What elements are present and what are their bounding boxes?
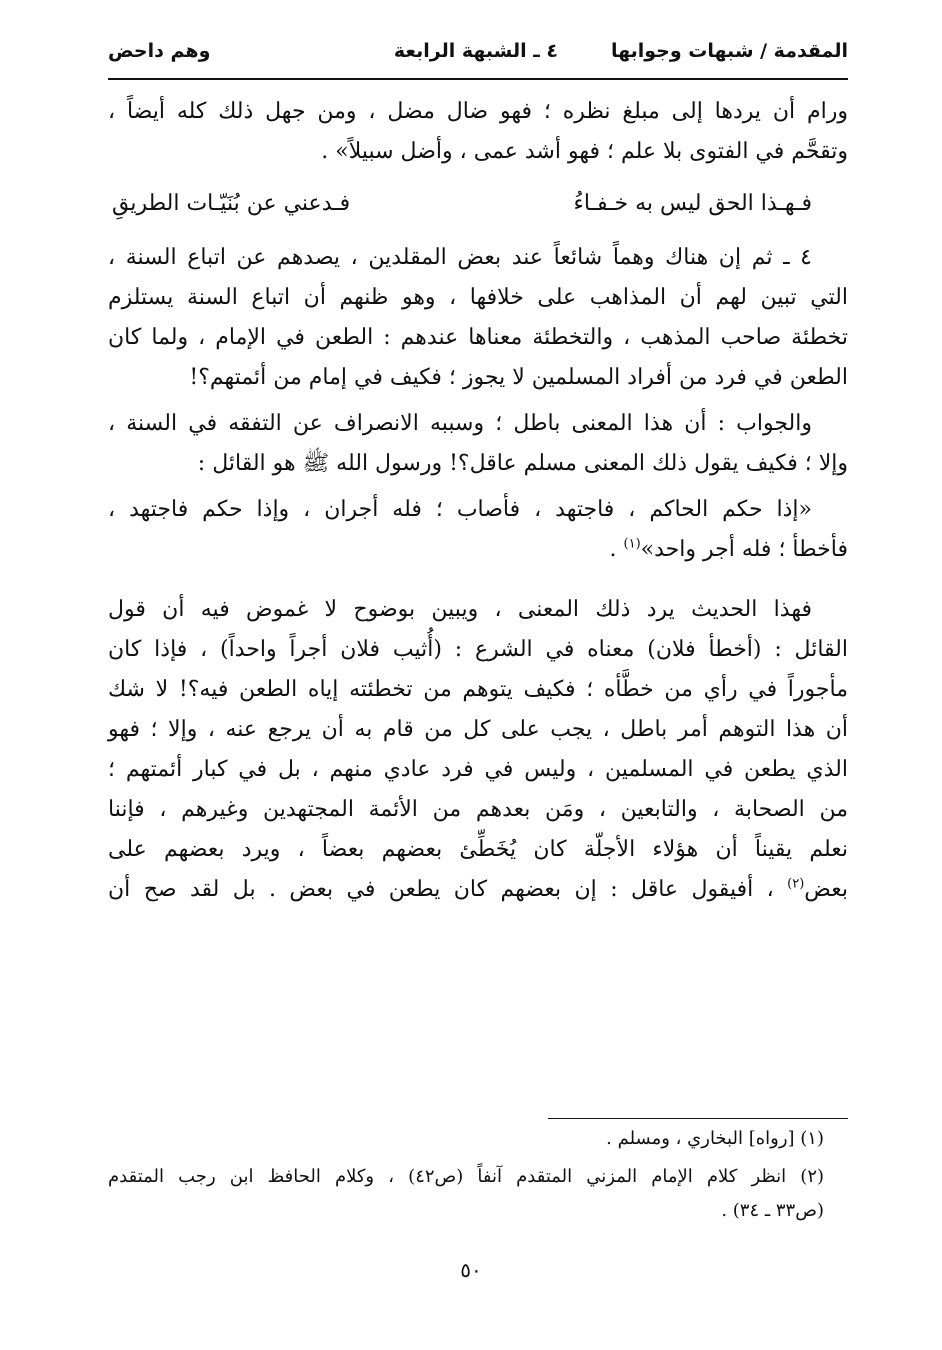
page-number: ٥٠ <box>460 1258 482 1282</box>
main-text <box>108 92 848 916</box>
paragraph-2 <box>108 238 848 398</box>
text-segment: ، أفيقول عاقل : إن بعضهم كان يطعن في بعض . بل لقد صح أن <box>108 877 788 902</box>
text-line: الطعن في فرد من أفراد المسلمين لا يجوز ؛ فكيف في إمام من أئمتهم؟! <box>189 365 848 390</box>
text-line: «إذا حكم الحاكم ، فاجتهد ، فأصاب ؛ فله أجران ، وإذا حكم فاجتهد ، <box>108 497 812 522</box>
header-topic-title: وهم داحض <box>108 40 211 62</box>
text-line: الذي يطعن في المسلمين ، وليس في فرد عادي منهم ، بل في كبار أئمتهم ؛ <box>108 757 848 782</box>
text-line: نعلم يقيناً أن هؤلاء الأجلّة كان يُخَطِّئ بعضهم بعضاً ، ويرد بعضهم على <box>108 837 848 862</box>
text-line: ٤ ـ ثم إن هناك وهماً شائعاً عند بعض المقلدين ، يصدهم عن اتباع السنة ، <box>108 245 812 270</box>
footnote-line: (٢) انظر كلام الإمام المزني المتقدم آنفاً (ص٤٢) ، وكلام الحافظ ابن رجب المتقدم <box>108 1166 825 1187</box>
text-line: تخطئة صاحب المذهب ، والتخطئة معناها عندهم : الطعن في الإمام ، ولما كان <box>108 325 848 350</box>
footnote-line: (ص٣٣ ـ ٣٤) . <box>721 1200 824 1221</box>
header-section-title: ٤ ـ الشبهة الرابعة <box>393 40 558 62</box>
text-segment: بعض <box>804 877 848 902</box>
text-line: والجواب : أن هذا المعنى باطل ؛ وسببه الانصراف عن التفقه في السنة ، <box>108 411 812 436</box>
text-line: التي تبين لهم أن المذاهب على خلافها ، وهو ظنهم أن اتباع السنة يستلزم <box>108 285 848 310</box>
quote-text: فأخطأ ؛ فله أجر واحد» <box>640 537 848 562</box>
hadith-quote <box>108 490 848 570</box>
running-header <box>108 38 848 72</box>
footnote-2 <box>108 1160 848 1228</box>
poetry-verse <box>108 184 848 224</box>
header-rule <box>108 78 848 80</box>
text-line <box>108 870 848 910</box>
verse-first-hemistich: فـهـذا الحق ليس به خـفـاءُ <box>573 191 812 216</box>
text-line: ورام أن يردها إلى مبلغ نظره ؛ فهو ضال مضل ، ومن جهل ذلك كله أيضاً ، <box>108 99 848 124</box>
paragraph-4 <box>108 590 848 910</box>
footnote-line: (١) [رواه] البخاري ، ومسلم . <box>606 1128 824 1149</box>
quote-tail: . <box>609 537 624 562</box>
text-line <box>108 530 848 570</box>
header-chapter-title: المقدمة / شبهات وجوابها <box>610 40 848 62</box>
text-line: القائل : (أخطأ فلان) معناه في الشرع : (أُثيب فلان أجراً واحداً) ، فإذا كان <box>108 637 848 662</box>
text-line: أن هذا التوهم أمر باطل ، يجب على كل من قام به أن يرجع عنه ، وإلا ؛ فهو <box>108 717 848 742</box>
text-line: مأجوراً في رأي من خطَّأه ؛ فكيف يتوهم من تخطئته إياه الطعن فيه؟! لا شك <box>108 677 848 702</box>
footnote-ref-1[interactable]: (١) <box>623 536 641 552</box>
text-line: فهذا الحديث يرد ذلك المعنى ، ويبين بوضوح لا غموض فيه أن قول <box>108 597 812 622</box>
footnote-ref-2[interactable]: (٢) <box>787 876 805 892</box>
text-line: وإلا ؛ فكيف يقول ذلك المعنى مسلم عاقل؟! ورسول الله ﷺ هو القائل : <box>197 451 848 476</box>
text-line: وتقحَّم في الفتوى بلا علم ؛ فهو أشد عمى ، وأضل سبيلاً» . <box>321 139 848 164</box>
verse-second-hemistich: فـدعني عن بُنَيّـات الطريقِ <box>112 191 351 216</box>
footnotes <box>108 1122 848 1232</box>
paragraph-3 <box>108 404 848 484</box>
footnote-rule <box>548 1118 848 1119</box>
paragraph-1 <box>108 92 848 172</box>
footnote-1 <box>108 1122 848 1156</box>
text-line: من الصحابة ، والتابعين ، ومَن بعدهم من الأئمة المجتهدين وغيرهم ، فإننا <box>108 797 848 822</box>
